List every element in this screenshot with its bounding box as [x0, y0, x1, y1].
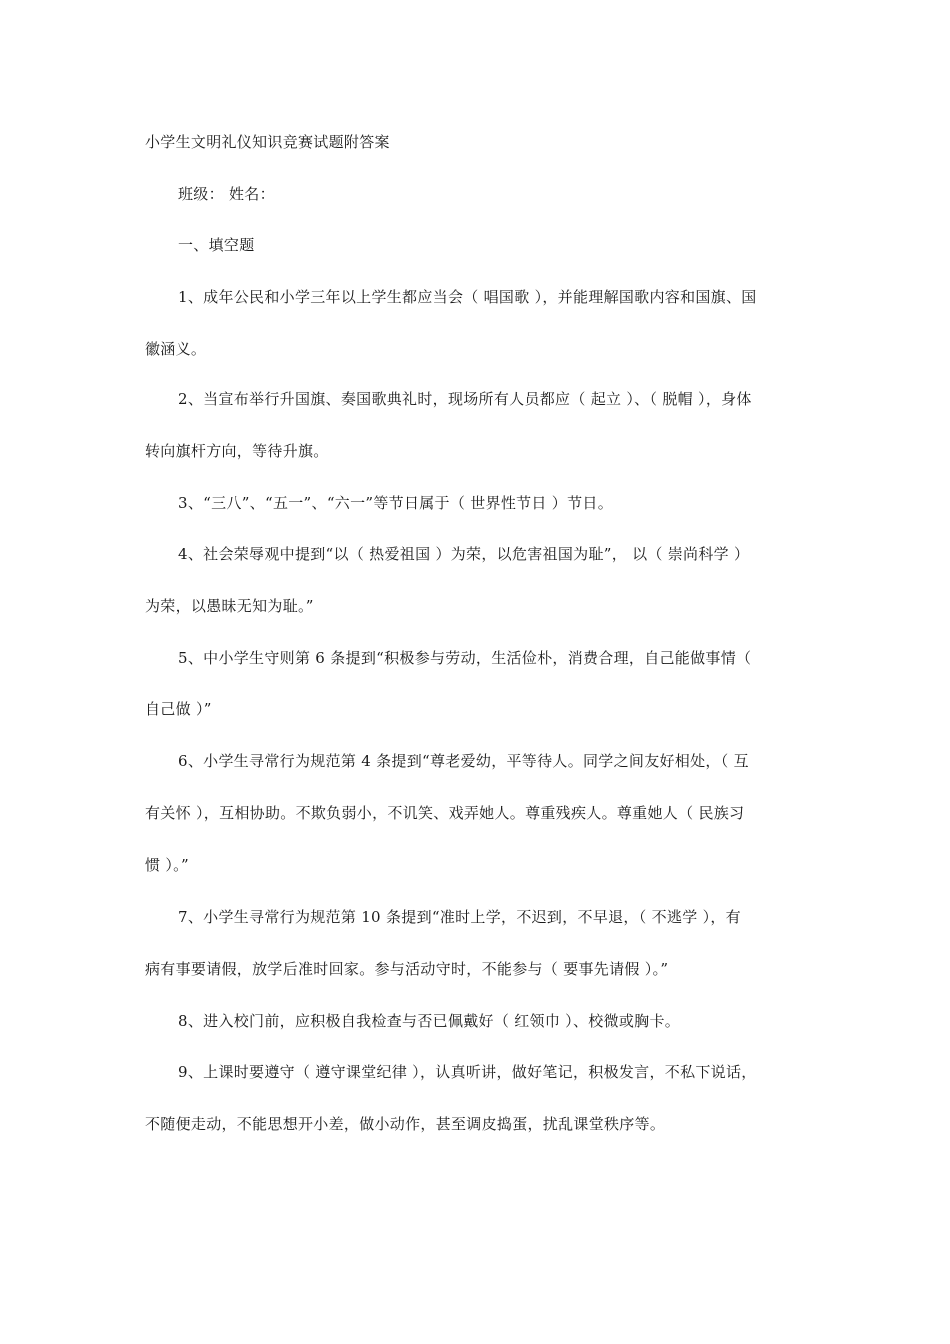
paragraph-line: 7、小学生寻常行为规范第 10 条提到“准时上学，不迟到，不早退，（ 不逃学 ），有 [178, 908, 741, 926]
class-name-line: 班级： 姓名： [178, 185, 275, 203]
paragraph-line: 6、小学生寻常行为规范第 4 条提到“尊老爱幼，平等待人。同学之间友好相处，（ 互 [178, 752, 749, 770]
paragraph-line: 4、社会荣辱观中提到“以（ 热爱祖国 ）为荣，以危害祖国为耻”， 以（ 崇尚科学 ） [178, 545, 750, 563]
paragraph-line: 惯 ）。” [145, 856, 189, 874]
paragraph-line: 3、“三八”、“五一”、“六一”等节日属于（ 世界性节日 ）节日。 [178, 494, 613, 512]
paragraph-line: 自己做 ）” [145, 700, 212, 718]
paragraph-line: 1、成年公民和小学三年以上学生都应当会（ 唱国歌 ），并能理解国歌内容和国旗、国 [178, 288, 757, 306]
paragraph-line: 为荣，以愚昧无知为耻。” [145, 597, 314, 615]
section-heading: 一、填空题 [178, 236, 255, 254]
paragraph-line: 2、当宣布举行升国旗、奏国歌典礼时，现场所有人员都应（ 起立 ）、（ 脱帽 ），身体 [178, 390, 752, 408]
paragraph-line: 徽涵义。 [145, 340, 207, 358]
paragraph-line: 不随便走动，不能思想开小差，做小动作，甚至调皮捣蛋，扰乱课堂秩序等。 [145, 1115, 666, 1133]
paragraph-line: 有关怀 ），互相协助。不欺负弱小，不讥笑、戏弄她人。尊重残疾人。尊重她人（ 民族习 [145, 804, 745, 822]
paragraph-line: 9、上课时要遵守（ 遵守课堂纪律 ），认真听讲，做好笔记，积极发言，不私下说话， [178, 1063, 757, 1081]
paragraph-line: 8、进入校门前，应积极自我检查与否已佩戴好（ 红领巾 ）、校微或胸卡。 [178, 1012, 681, 1030]
document-title: 小学生文明礼仪知识竞赛试题附答案 [145, 133, 390, 151]
paragraph-line: 病有事要请假，放学后准时回家。参与活动守时，不能参与（ 要事先请假 ）。” [145, 960, 669, 978]
paragraph-line: 5、中小学生守则第 6 条提到“积极参与劳动，生活俭朴，消费合理，自己能做事情（ [178, 649, 752, 667]
paragraph-line: 转向旗杆方向，等待升旗。 [145, 442, 329, 460]
